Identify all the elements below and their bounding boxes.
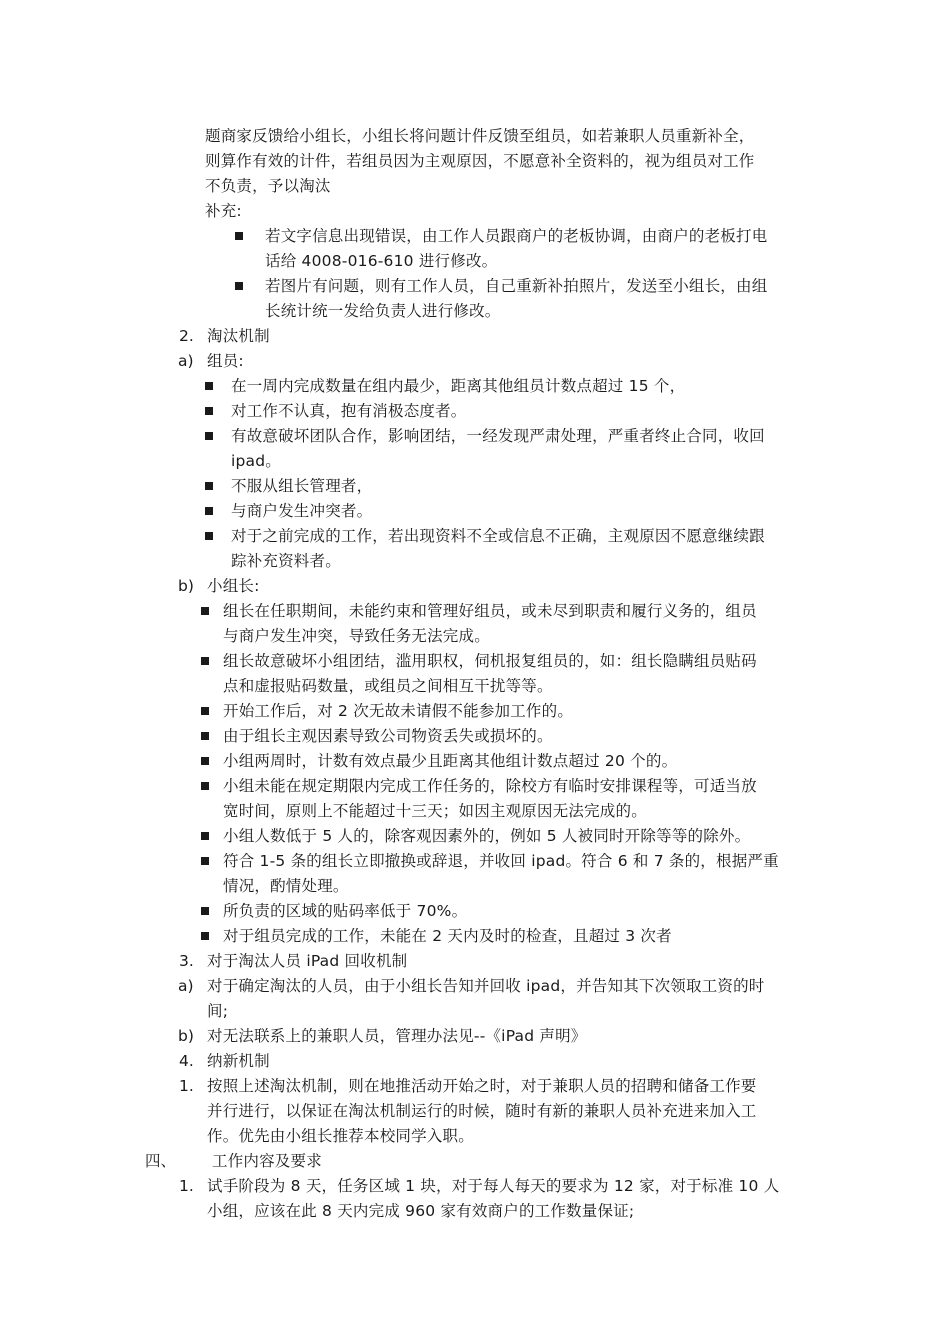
bullet-square-icon [201, 607, 209, 615]
bullet-square-icon [201, 657, 209, 665]
bullet-text: 所负责的区域的贴码率低于 70%。 [223, 902, 468, 920]
bullet-text: 不服从组长管理者， [231, 477, 373, 495]
list-text: 小组，应该在此 8 天内完成 960 家有效商户的工作数量保证; [207, 1202, 635, 1220]
bullet-text: 有故意破坏团队合作，影响团结，一经发现严肃处理，严重者终止合同，收回 [231, 427, 765, 445]
bullet-text: 对工作不认真，抱有消极态度者。 [231, 402, 467, 420]
section-title: 对于淘汰人员 iPad 回收机制 [207, 952, 408, 970]
bullet-text: 话给 4008-016-610 进行修改。 [265, 252, 498, 270]
bullet-square-icon [235, 282, 243, 290]
section-title: 淘汰机制 [207, 327, 270, 345]
bullet-square-icon [205, 432, 213, 440]
bullet-text: 长统计统一发给负责人进行修改。 [265, 302, 501, 320]
chapter-title: 工作内容及要求 [212, 1152, 322, 1170]
list-text: 试手阶段为 8 天，任务区域 1 块，对于每人每天的要求为 12 家，对于标准 10 人 [207, 1177, 780, 1195]
bullet-square-icon [205, 407, 213, 415]
section-number: 2. [179, 327, 194, 345]
bullet-square-icon [201, 757, 209, 765]
bullet-square-icon [205, 532, 213, 540]
bullet-text: 由于组长主观因素导致公司物资丢失或损坏的。 [223, 727, 553, 745]
bullet-text: 对于之前完成的工作，若出现资料不全或信息不正确，主观原因不愿意继续跟 [231, 527, 765, 545]
bullet-text: 开始工作后，对 2 次无故未请假不能参加工作的。 [223, 702, 574, 720]
bullet-text: 小组两周时，计数有效点最少且距离其他组计数点超过 20 个的。 [223, 752, 678, 770]
paragraph-line: 则算作有效的计件，若组员因为主观原因，不愿意补全资料的，视为组员对工作 [205, 152, 755, 170]
bullet-text: 点和虚报贴码数量，或组员之间相互干扰等等。 [223, 677, 553, 695]
bullet-square-icon [201, 932, 209, 940]
bullet-square-icon [201, 707, 209, 715]
list-mark: a) [178, 977, 194, 995]
bullet-text: 与商户发生冲突，导致任务无法完成。 [223, 627, 490, 645]
supplement-label: 补充: [205, 202, 242, 220]
bullet-text: 对于组员完成的工作，未能在 2 天内及时的检查，且超过 3 次者 [223, 927, 672, 945]
bullet-text: 与商户发生冲突者。 [231, 502, 373, 520]
list-mark: 1. [179, 1177, 194, 1195]
bullet-square-icon [201, 907, 209, 915]
paragraph-line: 不负责，予以淘汰 [205, 177, 331, 195]
list-text: 并行进行，以保证在淘汰机制运行的时候，随时有新的兼职人员补充进来加入工 [207, 1102, 757, 1120]
bullet-text: 在一周内完成数量在组内最少，距离其他组员计数点超过 15 个， [231, 377, 686, 395]
subsection-mark: b) [178, 577, 194, 595]
bullet-text: 组长在任职期间，未能约束和管理好组员，或未尽到职责和履行义务的，组员 [223, 602, 757, 620]
list-text: 按照上述淘汰机制，则在地推活动开始之时，对于兼职人员的招聘和储备工作要 [207, 1077, 757, 1095]
list-text: 作。优先由小组长推荐本校同学入职。 [207, 1127, 474, 1145]
bullet-text: 若文字信息出现错误，由工作人员跟商户的老板协调，由商户的老板打电 [265, 227, 768, 245]
list-text: 对无法联系上的兼职人员，管理办法见--《iPad 声明》 [207, 1027, 587, 1045]
bullet-text: 踪补充资料者。 [231, 552, 341, 570]
subsection-title: 小组长: [207, 577, 260, 595]
bullet-square-icon [201, 782, 209, 790]
bullet-text: 组长故意破坏小组团结，滥用职权，伺机报复组员的，如：组长隐瞒组员贴码 [223, 652, 757, 670]
bullet-text: 情况，酌情处理。 [223, 877, 349, 895]
bullet-square-icon [235, 232, 243, 240]
section-number: 3. [179, 952, 194, 970]
bullet-square-icon [201, 832, 209, 840]
section-number: 4. [179, 1052, 194, 1070]
bullet-text: 小组未能在规定期限内完成工作任务的，除校方有临时安排课程等，可适当放 [223, 777, 757, 795]
list-mark: b) [178, 1027, 194, 1045]
bullet-text: 宽时间，原则上不能超过十三天；如因主观原因无法完成的。 [223, 802, 647, 820]
section-title: 纳新机制 [207, 1052, 270, 1070]
list-mark: 1. [179, 1077, 194, 1095]
subsection-mark: a) [178, 352, 194, 370]
list-text: 对于确定淘汰的人员，由于小组长告知并回收 ipad，并告知其下次领取工资的时 [207, 977, 765, 995]
bullet-square-icon [205, 482, 213, 490]
bullet-text: 小组人数低于 5 人的，除客观因素外的，例如 5 人被同时开除等等的除外。 [223, 827, 751, 845]
bullet-text: 符合 1-5 条的组长立即撤换或辞退，并收回 ipad。符合 6 和 7 条的，根据严重 [223, 852, 779, 870]
bullet-text: ipad。 [231, 452, 281, 470]
list-text: 间; [207, 1002, 229, 1020]
paragraph-line: 题商家反馈给小组长，小组长将问题计件反馈至组员，如若兼职人员重新补全， [205, 127, 755, 145]
bullet-square-icon [201, 857, 209, 865]
subsection-title: 组员: [207, 352, 244, 370]
bullet-square-icon [205, 507, 213, 515]
bullet-square-icon [201, 732, 209, 740]
bullet-text: 若图片有问题，则有工作人员，自己重新补拍照片，发送至小组长，由组 [265, 277, 768, 295]
chapter-number: 四、 [145, 1152, 177, 1170]
bullet-square-icon [205, 382, 213, 390]
